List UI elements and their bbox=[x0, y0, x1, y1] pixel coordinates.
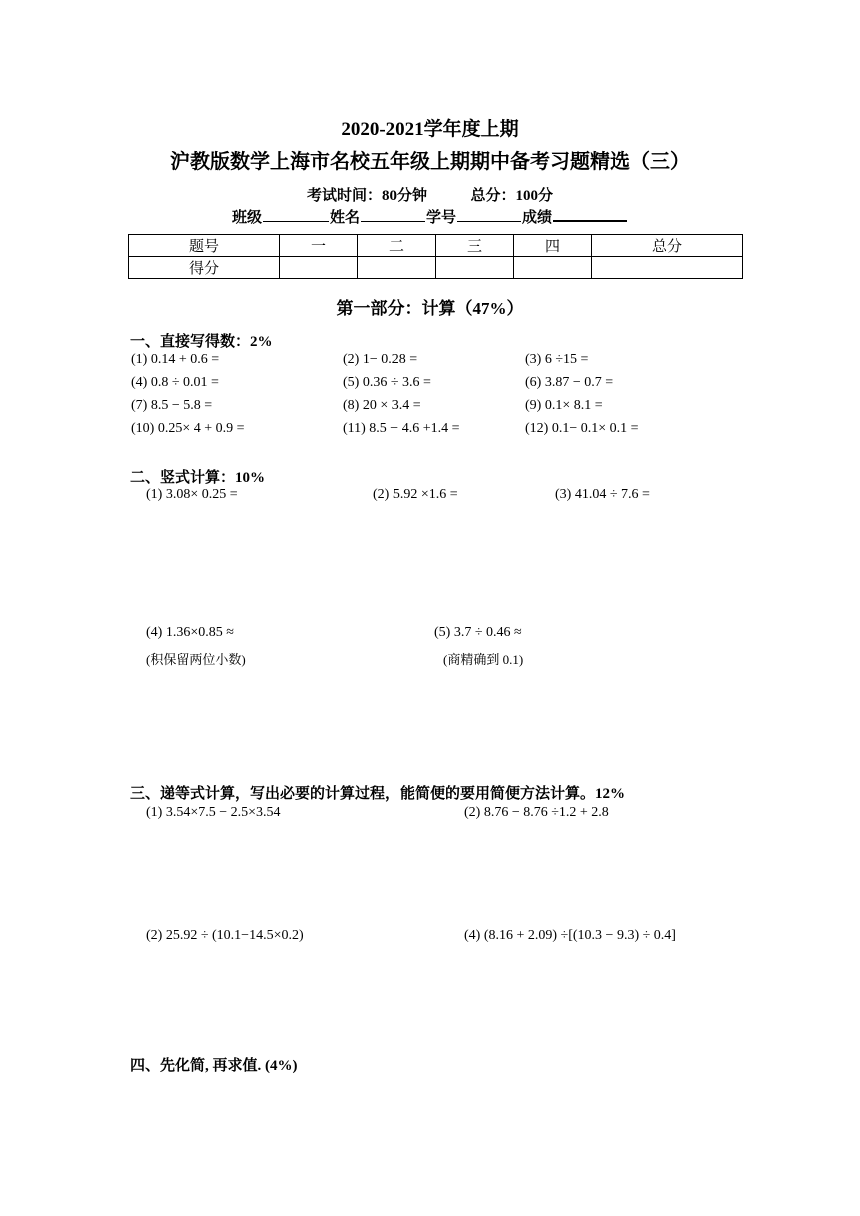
question-item: (7) 8.5 − 5.8 = bbox=[131, 398, 213, 413]
question-item: (4) 1.36×0.85 ≈ bbox=[146, 625, 234, 640]
question-item: (4) (8.16 + 2.09) ÷[(10.3 − 9.3) ÷ 0.4] bbox=[464, 928, 676, 943]
question-item: (3) 41.04 ÷ 7.6 = bbox=[555, 487, 650, 502]
id-blank bbox=[457, 207, 521, 222]
exam-meta bbox=[0, 184, 860, 205]
question-item: (4) 0.8 ÷ 0.01 = bbox=[131, 375, 219, 390]
question-item: (1) 3.54×7.5 − 2.5×3.54 bbox=[146, 805, 281, 820]
section3-title: 三、递等式计算，写出必要的计算过程，能简便的要用简便方法计算。12% bbox=[130, 786, 626, 802]
question-item: (8) 20 × 3.4 = bbox=[343, 398, 421, 413]
question-note: (商精确到 0.1) bbox=[443, 652, 524, 667]
question-item: (12) 0.1− 0.1× 0.1 = bbox=[525, 421, 639, 436]
score-input-cell[interactable] bbox=[513, 257, 591, 279]
question-item: (6) 3.87 − 0.7 = bbox=[525, 375, 614, 390]
class-label: 班级 bbox=[231, 210, 262, 226]
total-score: 总分：100分 bbox=[470, 188, 554, 204]
id-label: 学号 bbox=[426, 210, 457, 226]
grade-label: 成绩 bbox=[522, 210, 553, 226]
question-item: (5) 3.7 ÷ 0.46 ≈ bbox=[434, 625, 522, 640]
score-cell: 得分 bbox=[129, 257, 280, 279]
score-table-header-row bbox=[129, 235, 743, 257]
question-item: (2) 8.76 − 8.76 ÷1.2 + 2.8 bbox=[464, 805, 609, 820]
score-cell: 一 bbox=[280, 235, 358, 257]
question-item: (1) 3.08× 0.25 = bbox=[146, 487, 238, 502]
score-cell: 三 bbox=[435, 235, 513, 257]
name-label: 姓名 bbox=[329, 210, 360, 226]
question-item: (1) 0.14 + 0.6 = bbox=[131, 352, 220, 367]
score-input-cell[interactable] bbox=[280, 257, 358, 279]
class-blank bbox=[263, 207, 329, 222]
section4-title: 四、先化简, 再求值. (4%) bbox=[130, 1058, 298, 1074]
score-cell: 二 bbox=[358, 235, 436, 257]
question-item: (5) 0.36 ÷ 3.6 = bbox=[343, 375, 431, 390]
score-cell: 四 bbox=[513, 235, 591, 257]
score-input-cell[interactable] bbox=[591, 257, 742, 279]
score-input-cell[interactable] bbox=[358, 257, 436, 279]
score-cell: 题号 bbox=[129, 235, 280, 257]
score-table bbox=[128, 234, 743, 279]
section2-title: 二、竖式计算：10% bbox=[130, 470, 266, 486]
section1-title: 一、直接写得数：2% bbox=[130, 334, 273, 350]
student-info-line bbox=[0, 206, 860, 227]
question-item: (2) 1− 0.28 = bbox=[343, 352, 418, 367]
question-item: (9) 0.1× 8.1 = bbox=[525, 398, 603, 413]
score-cell: 总分 bbox=[591, 235, 742, 257]
name-blank bbox=[361, 207, 425, 222]
question-item: (11) 8.5 − 4.6 +1.4 = bbox=[343, 421, 460, 436]
question-item: (3) 6 ÷15 = bbox=[525, 352, 589, 367]
title-line-2: 沪教版数学上海市名校五年级上期期中备考习题精选（三） bbox=[170, 151, 690, 173]
question-item: (2) 5.92 ×1.6 = bbox=[373, 487, 458, 502]
question-note: (积保留两位小数) bbox=[146, 652, 246, 667]
part1-title: 第一部分：计算（47%） bbox=[336, 299, 524, 318]
title-line-1: 2020-2021学年度上期 bbox=[341, 119, 519, 140]
exam-time: 考试时间：80分钟 bbox=[306, 188, 427, 204]
score-table-score-row bbox=[129, 257, 743, 279]
question-item: (10) 0.25× 4 + 0.9 = bbox=[131, 421, 245, 436]
score-input-cell[interactable] bbox=[435, 257, 513, 279]
question-item: (2) 25.92 ÷ (10.1−14.5×0.2) bbox=[146, 928, 304, 943]
grade-blank bbox=[553, 206, 627, 222]
